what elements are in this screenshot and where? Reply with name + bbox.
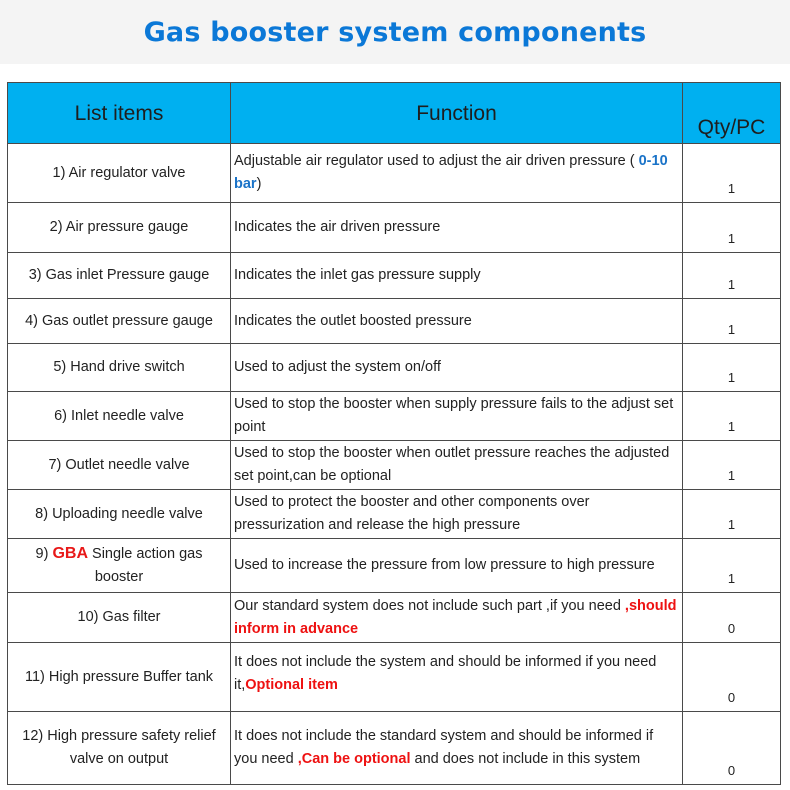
function-highlight: ,Can be optional bbox=[297, 751, 411, 767]
function-cell: Used to stop the booster when outlet pressure reaches the adjusted set point,can be optional bbox=[231, 441, 683, 490]
function-text-end: ) bbox=[256, 176, 262, 192]
qty-cell: 1 bbox=[683, 441, 781, 490]
item-cell bbox=[8, 539, 231, 593]
function-text-end: and does not include in this system bbox=[410, 751, 641, 767]
qty-cell: 1 bbox=[683, 344, 781, 392]
table-header-row bbox=[8, 83, 781, 144]
qty-cell: 1 bbox=[683, 144, 781, 203]
item-cell: 8) Uploading needle valve bbox=[8, 490, 231, 539]
function-text: Adjustable air regulator used to adjust the air driven pressure ( bbox=[234, 153, 639, 169]
function-highlight: Optional item bbox=[245, 677, 338, 693]
table-row bbox=[8, 490, 781, 539]
table-row bbox=[8, 299, 781, 344]
function-highlight: 0-10 bar bbox=[234, 153, 668, 192]
qty-cell: 1 bbox=[683, 253, 781, 299]
item-rest: Single action gas booster bbox=[88, 546, 203, 585]
function-text: Our standard system does not include such part ,if you need bbox=[234, 597, 625, 614]
function-text: It does not include the standard system and should be informed if you need bbox=[234, 728, 654, 767]
qty-cell: 0 bbox=[683, 643, 781, 712]
function-cell bbox=[231, 144, 683, 203]
table-row bbox=[8, 441, 781, 490]
function-text: It does not include the system and should be informed if you need it, bbox=[234, 654, 657, 693]
function-cell: Used to increase the pressure from low pressure to high pressure bbox=[231, 539, 683, 593]
function-highlight: ,should inform in advance bbox=[234, 597, 677, 637]
function-cell bbox=[231, 712, 683, 785]
function-cell: Indicates the air driven pressure bbox=[231, 203, 683, 253]
item-cell: 3) Gas inlet Pressure gauge bbox=[8, 253, 231, 299]
item-cell: 5) Hand drive switch bbox=[8, 344, 231, 392]
item-prefix: 9) bbox=[35, 546, 53, 562]
table-row bbox=[8, 344, 781, 392]
function-cell: Used to protect the booster and other components over pressurization and release the high pressure bbox=[231, 490, 683, 539]
item-cell: 4) Gas outlet pressure gauge bbox=[8, 299, 231, 344]
function-cell: Used to adjust the system on/off bbox=[231, 344, 683, 392]
header-list-items: List items bbox=[8, 83, 231, 144]
item-cell: 1) Air regulator valve bbox=[8, 144, 231, 203]
qty-cell: 1 bbox=[683, 539, 781, 593]
qty-cell: 0 bbox=[683, 712, 781, 785]
function-cell bbox=[231, 643, 683, 712]
page-title: Gas booster system components bbox=[143, 16, 647, 48]
brand-label: GBA bbox=[52, 545, 88, 562]
item-cell: 11) High pressure Buffer tank bbox=[8, 643, 231, 712]
qty-cell: 1 bbox=[683, 392, 781, 441]
item-cell: 10) Gas filter bbox=[8, 593, 231, 643]
header-function: Function bbox=[231, 83, 683, 144]
table-row bbox=[8, 392, 781, 441]
item-cell: 6) Inlet needle valve bbox=[8, 392, 231, 441]
function-cell bbox=[231, 593, 683, 643]
table-row bbox=[8, 539, 781, 593]
table-row bbox=[8, 253, 781, 299]
qty-cell: 1 bbox=[683, 299, 781, 344]
item-cell: 2) Air pressure gauge bbox=[8, 203, 231, 253]
components-table bbox=[7, 82, 781, 785]
title-bar bbox=[0, 0, 790, 64]
table-row bbox=[8, 712, 781, 785]
table-row bbox=[8, 203, 781, 253]
item-cell: 12) High pressure safety relief valve on output bbox=[8, 712, 231, 785]
table-row bbox=[8, 144, 781, 203]
header-qty: Qty/PC bbox=[683, 83, 781, 144]
table-row bbox=[8, 643, 781, 712]
table-row bbox=[8, 593, 781, 643]
function-cell: Used to stop the booster when supply pressure fails to the adjust set point bbox=[231, 392, 683, 441]
qty-cell: 0 bbox=[683, 593, 781, 643]
function-cell: Indicates the inlet gas pressure supply bbox=[231, 253, 683, 299]
item-cell: 7) Outlet needle valve bbox=[8, 441, 231, 490]
qty-cell: 1 bbox=[683, 490, 781, 539]
function-cell: Indicates the outlet boosted pressure bbox=[231, 299, 683, 344]
qty-cell: 1 bbox=[683, 203, 781, 253]
